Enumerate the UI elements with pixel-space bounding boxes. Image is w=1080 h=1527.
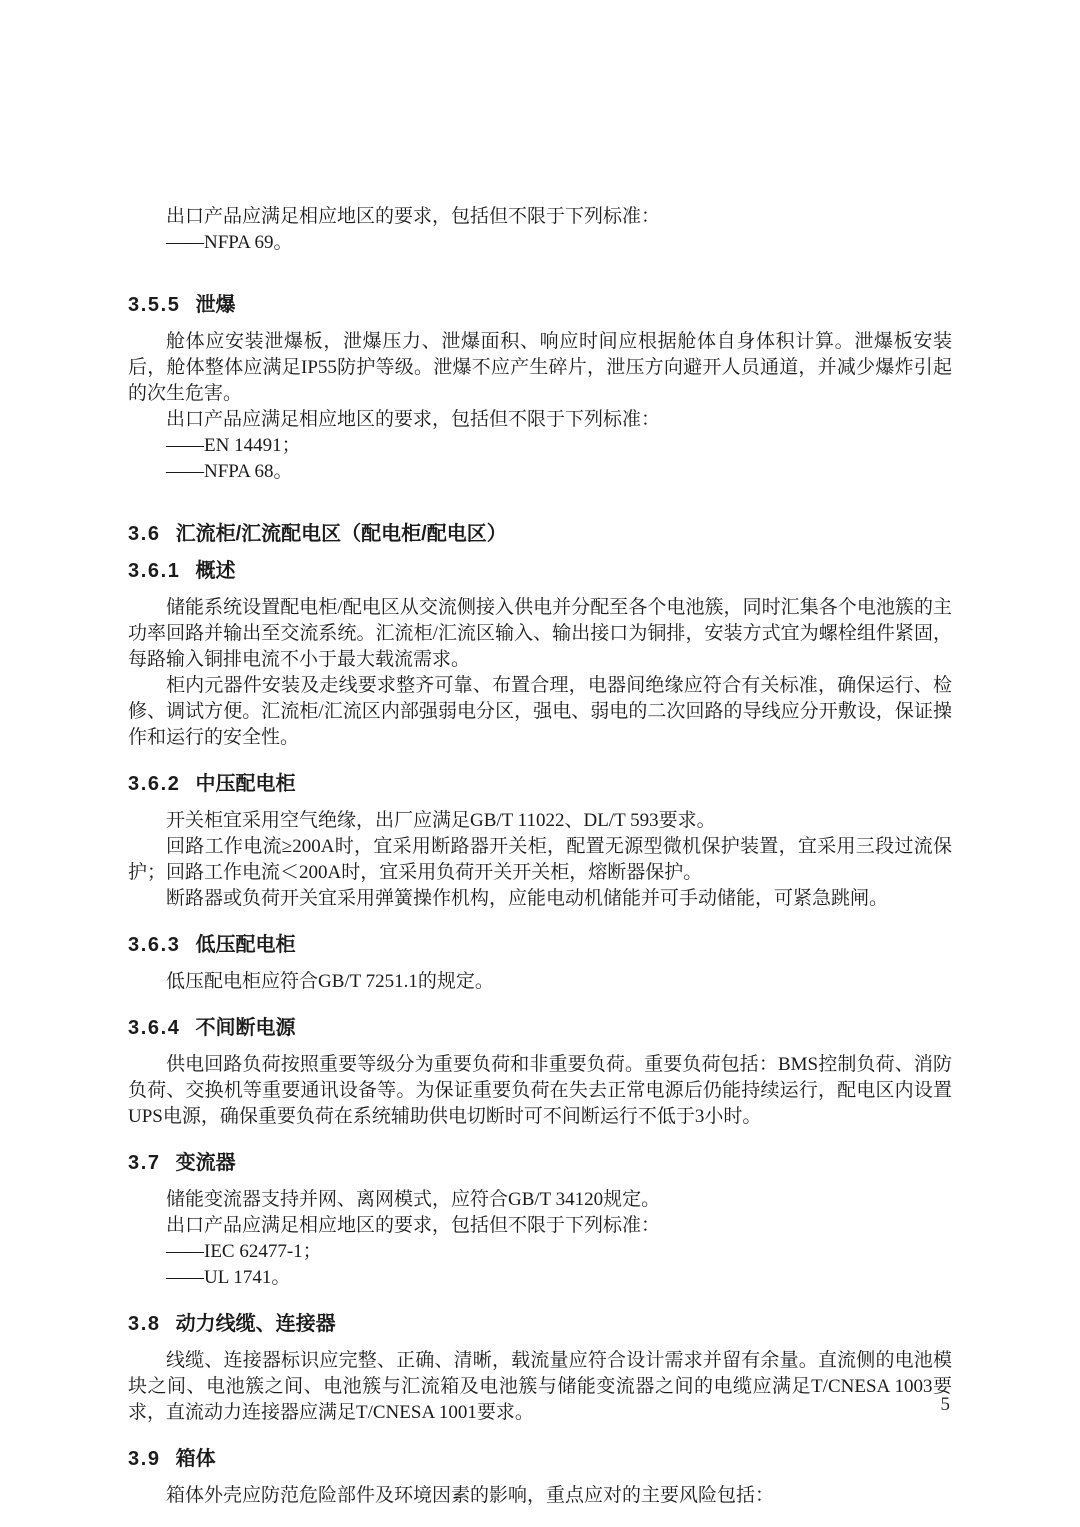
heading-number: 3.6.4	[128, 1017, 181, 1039]
heading-number: 3.7	[128, 1152, 161, 1174]
heading-number: 3.6.1	[128, 560, 181, 582]
heading-3-6-1	[128, 558, 952, 585]
heading-3-9	[128, 1446, 952, 1473]
heading-number: 3.9	[128, 1448, 161, 1470]
heading-number: 3.5.5	[128, 294, 181, 316]
dash-list-item-ul-1741: ——UL 1741。	[166, 1267, 291, 1288]
paragraph-converter-1: 储能变流器支持并网、离网模式，应符合GB/T 34120规定。	[166, 1189, 661, 1210]
heading-title: 动力线缆、连接器	[175, 1313, 336, 1335]
heading-3-7	[128, 1150, 952, 1177]
heading-number: 3.6.2	[128, 773, 181, 795]
paragraph-converter-2: 出口产品应满足相应地区的要求，包括但不限于下列标准：	[166, 1215, 661, 1236]
heading-title: 汇流柜/汇流配电区（配电柜/配电区）	[175, 523, 507, 545]
paragraph-mv-cabinet-3: 断路器或负荷开关宜采用弹簧操作机构，应能电动机储能并可手动储能，可紧急跳闸。	[166, 888, 889, 909]
paragraph-mv-cabinet-2: 回路工作电流≥200A时，宜采用断路器开关柜，配置无源型微机保护装置，宜采用三段过流保护；回路工作电流＜200A时，宜采用负荷开关开关柜，熔断器保护。	[128, 836, 952, 883]
heading-title: 概述	[195, 560, 236, 582]
heading-title: 变流器	[175, 1152, 236, 1174]
heading-title: 低压配电柜	[195, 934, 296, 956]
heading-title: 箱体	[175, 1448, 216, 1470]
heading-3-8	[128, 1311, 952, 1338]
dash-list-item-en-14491: ——EN 14491；	[166, 435, 301, 456]
paragraph-enclosure: 箱体外壳应防范危险部件及环境因素的影响，重点应对的主要风险包括：	[166, 1485, 775, 1506]
heading-3-5-5	[128, 292, 952, 319]
paragraph-busbar-overview-1: 储能系统设置配电柜/配电区从交流侧接入供电并分配至各个电池簇，同时汇集各个电池簇的主功率回路并输出至交流系统。汇流柜/汇流区输入、输出接口为铜排，安装方式宜为螺栓组件紧固，每路输入铜排电流不小于最大载流需求。	[128, 597, 952, 670]
paragraph-lv-cabinet: 低压配电柜应符合GB/T 7251.1的规定。	[166, 971, 494, 992]
heading-number: 3.8	[128, 1313, 161, 1335]
page-number: 5	[940, 1394, 950, 1415]
dash-list-item-nfpa-69: ——NFPA 69。	[166, 232, 293, 253]
heading-3-6-3	[128, 932, 952, 959]
heading-title: 中压配电柜	[195, 773, 296, 795]
paragraph-export-standards: 出口产品应满足相应地区的要求，包括但不限于下列标准：	[166, 409, 661, 430]
paragraph-venting-requirements: 舱体应安装泄爆板，泄爆压力、泄爆面积、响应时间应根据舱体自身体积计算。泄爆板安装后，舱体整体应满足IP55防护等级。泄爆不应产生碎片，泄压方向避开人员通道，并减少爆炸引起的次生危害。	[128, 331, 952, 404]
paragraph-cables-connectors: 线缆、连接器标识应完整、正确、清晰，载流量应符合设计需求并留有余量。直流侧的电池模块之间、电池簇之间、电池簇与汇流箱及电池簇与储能变流器之间的电缆应满足T/CNESA 1003要求，直流动力连接器应满足T/CNESA 1001要求。	[128, 1350, 952, 1423]
heading-number: 3.6.3	[128, 934, 181, 956]
paragraph-busbar-overview-2: 柜内元器件安装及走线要求整齐可靠、布置合理，电器间绝缘应符合有关标准，确保运行、检修、调试方便。汇流柜/汇流区内部强弱电分区，强电、弱电的二次回路的导线应分开敷设，保证操作和运行的安全性。	[128, 675, 952, 748]
heading-3-6	[128, 521, 952, 548]
paragraph-ups: 供电回路负荷按照重要等级分为重要负荷和非重要负荷。重要负荷包括：BMS控制负荷、消防负荷、交换机等重要通讯设备等。为保证重要负荷在失去正常电源后仍能持续运行，配电区内设置UPS电源，确保重要负荷在系统辅助供电切断时可不间断运行不低于3小时。	[128, 1054, 952, 1127]
heading-title: 不间断电源	[195, 1017, 296, 1039]
heading-3-6-2	[128, 771, 952, 798]
dash-list-item-iec-62477: ——IEC 62477-1；	[166, 1241, 322, 1262]
heading-title: 泄爆	[195, 294, 236, 316]
heading-number: 3.6	[128, 523, 161, 545]
paragraph-mv-cabinet-1: 开关柜宜采用空气绝缘，出厂应满足GB/T 11022、DL/T 593要求。	[166, 810, 716, 831]
heading-3-6-4	[128, 1015, 952, 1042]
paragraph-intro-standards: 出口产品应满足相应地区的要求，包括但不限于下列标准：	[166, 206, 661, 227]
dash-list-item-nfpa-68: ——NFPA 68。	[166, 461, 293, 482]
